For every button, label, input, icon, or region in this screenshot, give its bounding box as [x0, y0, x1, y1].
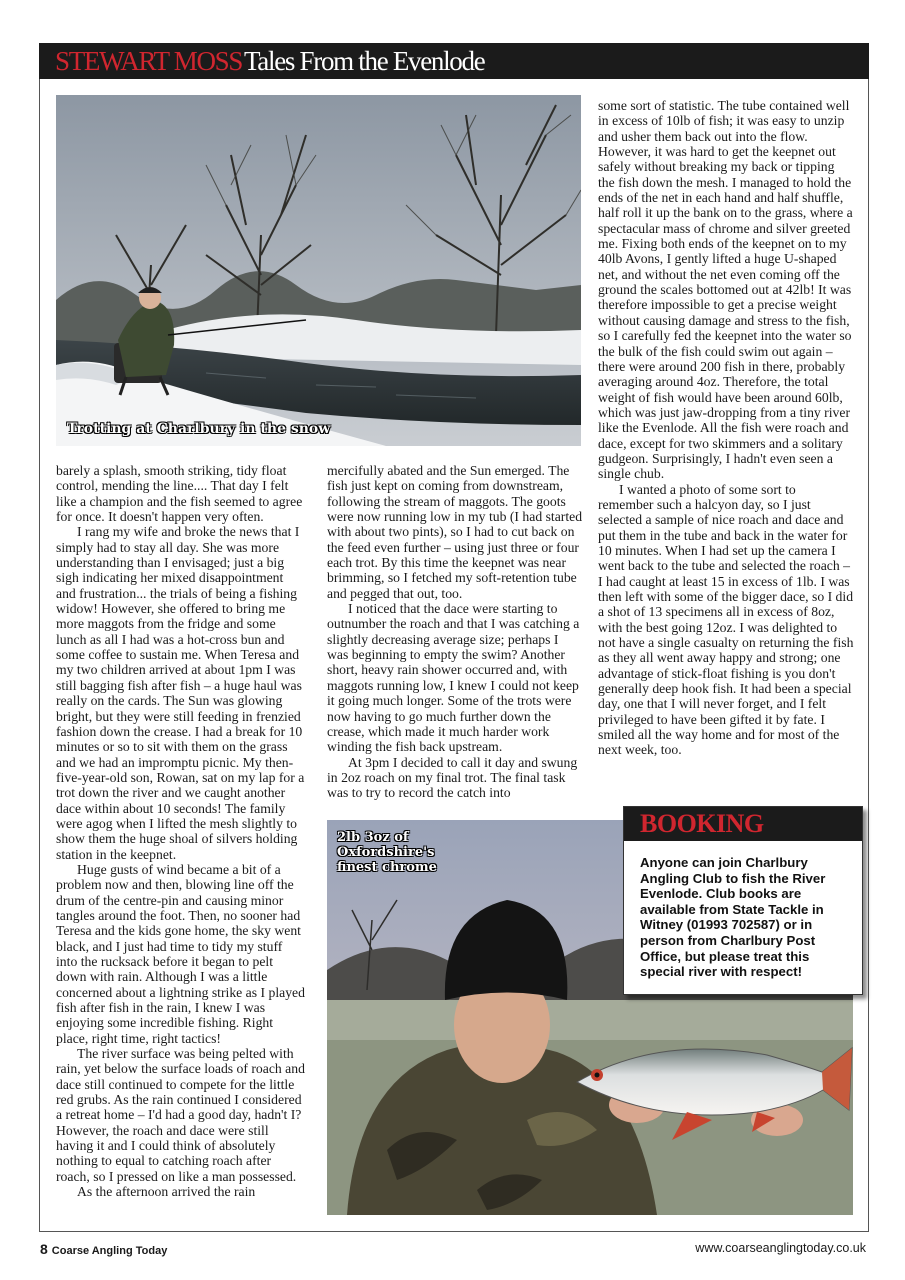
- footer-left: [40, 1241, 167, 1257]
- article-column-3: [598, 98, 854, 758]
- paragraph: As the afternoon arrived the rain: [77, 1184, 256, 1200]
- paragraph: At 3pm I decided to call it day and swung in 2oz roach on my final trot. The final task was to try to record the catch into: [327, 754, 578, 801]
- booking-text: Anyone can join Charlbury Angling Club to fish the River Evenlode. Club books are available from State Tackle in Witney (01993 702587) or in person from Charlbury Post Office, but please treat this special river with respect!: [640, 855, 826, 980]
- article-title: Tales From the Evenlode: [244, 46, 485, 76]
- article-header: [39, 43, 869, 79]
- paragraph: mercifully abated and the Sun emerged. The fish just kept on coming from downstream, following the stream of maggots. The goots were now running low in my tub (I had started with about two pints), so I had to cut back on the feed even further – using just three or four each trot. By this time the keepnet was near brimming, so I fetched my soft-retention tube and pegged that out, too.: [327, 463, 583, 601]
- caption-line: Oxfordshire's: [337, 845, 435, 860]
- article-column-2: [327, 463, 583, 801]
- paragraph: The river surface was being pelted with rain, yet below the surface loads of roach and dace still continued to compete for the little red grubs. As the rain continued I considered a retreat home – I'd had a good day, hadn't I? However, the roach and dace were still having it and I could think of absolutely nothing to equal to catching roach after roach, so I pressed on like a man possessed.: [56, 1046, 305, 1184]
- booking-box: [623, 806, 863, 995]
- paragraph: I rang my wife and broke the news that I simply had to stay all day. She was more understanding than I envisaged; just a big sigh indicating her mixed disappointment and frustration... the trials of being a fishing widow! However, she offered to bring me more maggots from the fridge and some lunch as all I had was a hot-cross bun and some coffee to sustain me. When Teresa and my two children arrived at about 1pm I was still bagging fish after fish – a huge haul was really on the cards. The Sun was glowing bright, but they were still feeding in frenzied fashion down the crease. I had a break for 10 minutes or so to sit with them on the grass and we had an impromptu picnic. My then-five-year-old son, Rowan, sat on my lap for a trot down the river and we caught another dace within about 10 seconds! The family were agog when I lifted the mesh slightly to show them the huge shoal of silvers holding station in the keepnet.: [56, 524, 305, 862]
- caption-line: finest chrome: [337, 860, 437, 875]
- paragraph: I noticed that the dace were starting to outnumber the roach and that I was catching a slightly decreasing average size; perhaps I was beginning to empty the swim? Another short, heavy rain shower occurred and, with maggots running low, I knew I could not keep it going much longer. Some of the trots were now having to go much further down the crease, which made it much harder work winding the fish back upstream.: [327, 601, 580, 755]
- paragraph: I wanted a photo of some sort to remember such a halcyon day, so I just selected a sample of nice roach and dace and put them in the tube and back in the water for 10 minutes. When I had set up the camera I went back to the tube and selected the roach – I had caught at least 15 in excess of 1lb. I was then left with some of the bigger dace, so I did a shot of 13 specimens all in excess of 8oz, with the best going 12oz. I was delighted to not have a single casualty on returning the fish as they all went away happy and strong; one advantage of stick-float fishing is you don't generally deep hook fish. It had been a special day, one that I will never forget, and I felt privileged to have been gifted it by fate. I smiled all the way home and for most of the next week, too.: [598, 481, 854, 758]
- booking-heading-bar: [624, 807, 862, 841]
- paragraph: Huge gusts of wind became a bit of a problem now and then, blowing line off the drum of the centre-pin and causing minor tangles around the foot. Then, no sooner had Teresa and the kids gone home, the sky went black, and I just had time to tidy my stuff into the rucksack before it began to pelt down with rain. Although I was a little concerned about a lightning strike as I played fish after fish in the rain, I knew I was enjoying some incredible fishing. Right place, right time, right tactics!: [56, 861, 305, 1046]
- snow-river-illustration: [56, 95, 581, 446]
- footer-website: www.coarseanglingtoday.co.uk: [695, 1241, 866, 1255]
- photo-snow-river: [56, 95, 581, 446]
- page-number: 8: [40, 1241, 48, 1257]
- author-name: STEWART MOSS: [55, 46, 243, 76]
- paragraph: some sort of statistic. The tube contained well in excess of 10lb of fish; it was easy to unzip and usher them back out into the flow. However, it was hard to get the keepnet out safely without breaking my back or tipping the fish down the mesh. I managed to hold the ends of the net in each hand and half shuffle, half roll it up the bank on to the grass, where a spectacular mass of chrome and silver greeted me. Fixing both ends of the keepnet on to my 40lb Avons, I gently lifted a huge U-shaped net, and without the net even coming off the ground the scales bottomed out at 42lb! It was therefore impossible to get a precise weight without causing damage and stress to the fish, so I carefully fed the keepnet into the water so the bulk of the fish could swim out again – there were around 200 fish in there, probably averaging around 4oz. Therefore, the total weight of fish would have been around 60lb, which was just jaw-dropping from a tiny river like the Evenlode. All the fish were roach and dace, except for two skimmers and a solitary gudgeon. Surprisingly, I hadn't even seen a single chub.: [598, 98, 853, 482]
- paragraph: barely a splash, smooth striking, tidy float control, mending the line.... That day I felt like a champion and the fish seemed to agree for once. It doesn't happen very often.: [56, 463, 303, 525]
- article-column-1: [56, 463, 306, 1200]
- booking-heading: BOOKING: [640, 809, 764, 838]
- photo-caption-top: Trotting at Charlbury in the snow: [67, 421, 331, 437]
- caption-line: 2lb 3oz of: [337, 830, 409, 845]
- photo-caption-bottom: [337, 830, 437, 875]
- magazine-name: Coarse Angling Today: [51, 1245, 168, 1257]
